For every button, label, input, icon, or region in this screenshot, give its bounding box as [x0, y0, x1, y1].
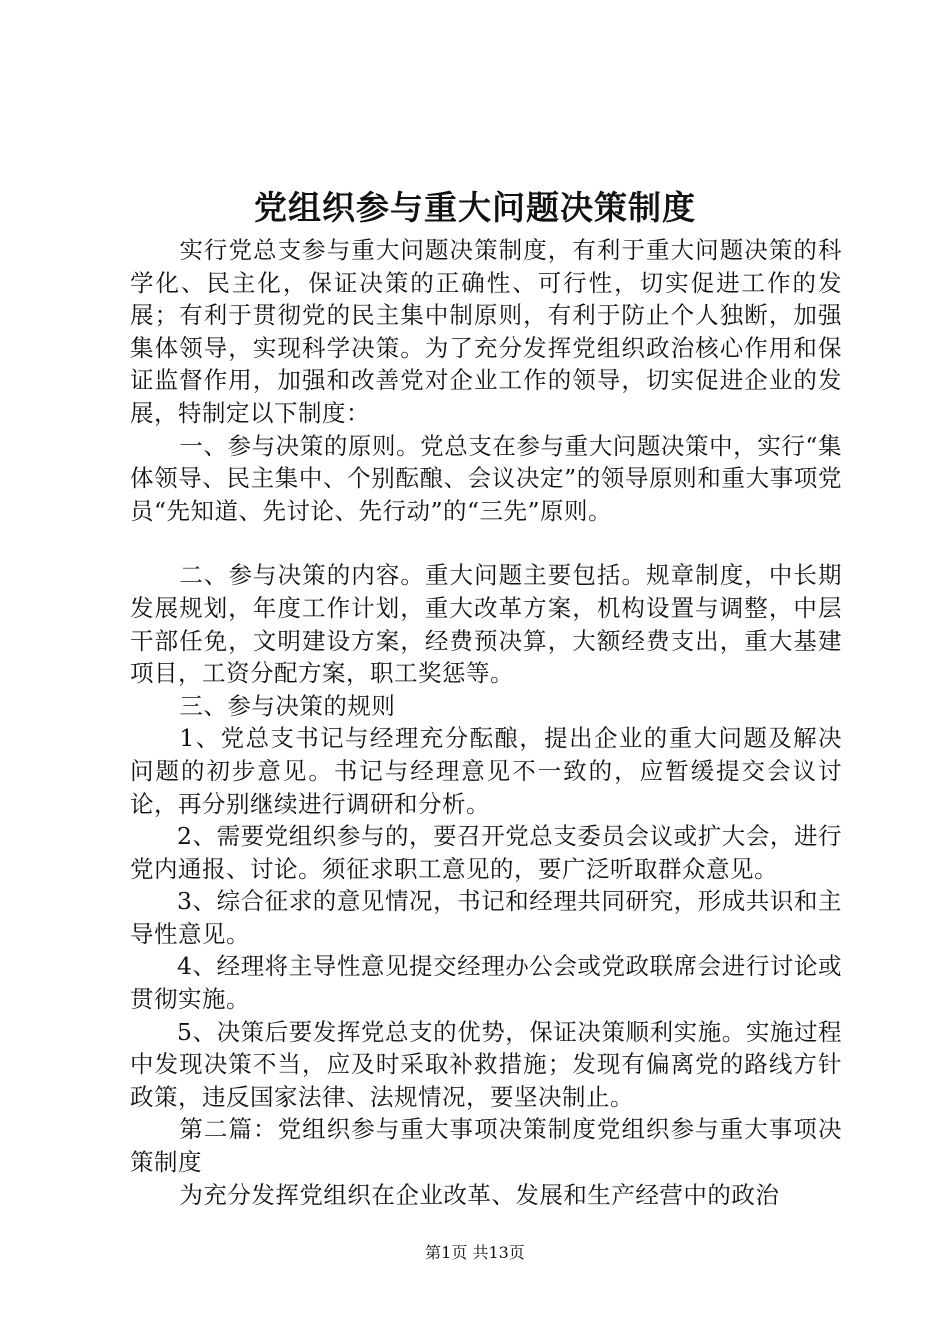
paragraph-rule-4: 4、经理将主导性意见提交经理办公会或党政联席会进行讨论或贯彻实施。 [130, 952, 842, 1014]
paragraph-content: 二、参与决策的内容。重大问题主要包括。规章制度，中长期发展规划，年度工作计划，重大改革方案，机构设置与调整，中层干部任免，文明建设方案，经费预决算，大额经费支出，重大基建项目，工资分配方案，职工奖惩等。 [130, 561, 842, 688]
paragraph-principles: 一、参与决策的原则。党总支在参与重大问题决策中，实行“集体领导、民主集中、个别酝酿、会议决定”的领导原则和重大事项党员“先知道、先讨论、先行动”的“三先”原则。 [130, 431, 842, 525]
document-title: 党组织参与重大问题决策制度 [254, 188, 696, 227]
paragraph-intro: 实行党总支参与重大问题决策制度，有利于重大问题决策的科学化、民主化，保证决策的正确性、可行性，切实促进工作的发展；有利于贯彻党的民主集中制原则，有利于防止个人独断，加强集体领导，实现科学决策。为了充分发挥党组织政治核心作用和保证监督作用，加强和改善党对企业工作的领导，切实促进企业的发展，特制定以下制度： [130, 236, 842, 427]
paragraph-rule-2: 2、需要党组织参与的，要召开党总支委员会议或扩大会，进行党内通报、讨论。须征求职工意见的，要广泛听取群众意见。 [130, 822, 842, 883]
document-body [130, 234, 842, 1211]
paragraph-rules-heading: 三、参与决策的规则 [179, 691, 396, 720]
paragraph-rule-5: 5、决策后要发挥党总支的优势，保证决策顺利实施。实施过程中发现决策不当，应及时采取补救措施；发现有偏离党的路线方针政策，违反国家法律、法规情况，要坚决制止。 [130, 1017, 842, 1111]
paragraph-second-article-intro: 为充分发挥党组织在企业改革、发展和生产经营中的政治 [179, 1180, 780, 1209]
paragraph-second-article-title: 第二篇：党组织参与重大事项决策制度党组织参与重大事项决策制度 [130, 1115, 842, 1177]
page-number: 第1页 共13页 [425, 1243, 525, 1262]
paragraph-rule-1: 1、党总支书记与经理充分酝酿，提出企业的重大问题及解决问题的初步意见。书记与经理意见不一致的，应暂缓提交会议讨论，再分别继续进行调研和分析。 [130, 724, 842, 818]
paragraph-rule-3: 3、综合征求的意见情况，书记和经理共同研究，形成共识和主导性意见。 [130, 887, 842, 948]
